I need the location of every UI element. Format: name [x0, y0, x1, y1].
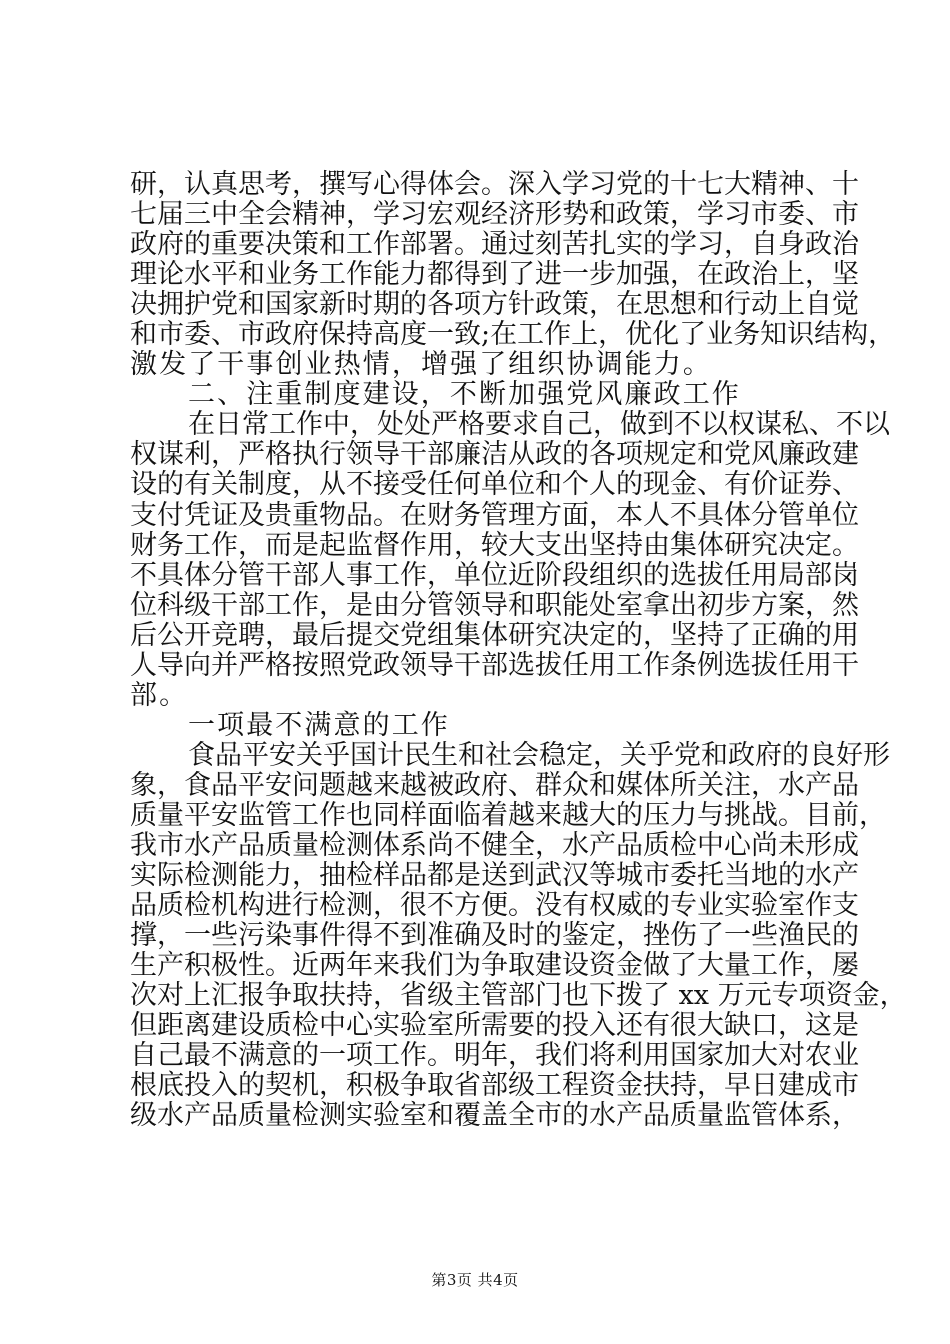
- text-line: 和市委、市政府保持高度一致;在工作上，优化了业务知识结构，: [130, 319, 896, 351]
- text-line: 实际检测能力，抽检样品都是送到武汉等城市委托当地的水产: [130, 860, 859, 892]
- text-line: 财务工作，而是起监督作用，较大支出坚持由集体研究决定。: [130, 529, 859, 561]
- text-line: 人导向并严格按照党政领导干部选拔任用工作条例选拔任用干: [130, 649, 859, 681]
- text-line: 撑，一些污染事件得不到准确及时的鉴定，挫伤了一些渔民的: [130, 920, 859, 952]
- text-line: 支付凭证及贵重物品。在财务管理方面，本人不具体分管单位: [130, 499, 859, 531]
- text-line: 次对上汇报争取扶持，省级主管部门也下拨了 xx 万元专项资金，: [130, 980, 907, 1012]
- text-line: 设的有关制度，从不接受任何单位和个人的现金、有价证券、: [130, 469, 859, 501]
- text-line: 食品平安关乎国计民生和社会稳定，关乎党和政府的良好形: [188, 739, 890, 771]
- text-line: 生产积极性。近两年来我们为争取建设资金做了大量工作，屡: [130, 950, 859, 982]
- text-line: 但距离建设质检中心实验室所需要的投入还有很大缺口，这是: [130, 1010, 859, 1042]
- text-line: 品质检机构进行检测，很不方便。没有权威的专业实验室作支: [130, 890, 859, 922]
- text-line: 级水产品质量检测实验室和覆盖全市的水产品质量监管体系，: [130, 1100, 859, 1132]
- text-line: 我市水产品质量检测体系尚不健全，水产品质检中心尚未形成: [130, 830, 859, 862]
- text-line: 二、注重制度建设，不断加强党风廉政工作: [188, 379, 741, 411]
- text-line: 决拥护党和国家新时期的各项方针政策，在思想和行动上自觉: [130, 289, 859, 321]
- text-line: 理论水平和业务工作能力都得到了进一步加强，在政治上，坚: [130, 259, 859, 291]
- text-line: 象，食品平安问题越来越被政府、群众和媒体所关注，水产品: [130, 769, 859, 801]
- text-line: 部。: [130, 679, 189, 711]
- text-line: 权谋利，严格执行领导干部廉洁从政的各项规定和党风廉政建: [130, 439, 859, 471]
- text-line: 一项最不满意的工作: [188, 709, 450, 741]
- document-body: [130, 169, 907, 1132]
- text-line: 根底投入的契机，积极争取省部级工程资金扶持，早日建成市: [130, 1070, 859, 1102]
- text-line: 自己最不满意的一项工作。明年，我们将利用国家加大对农业: [130, 1040, 859, 1072]
- text-line: 政府的重要决策和工作部署。通过刻苦扎实的学习，自身政治: [130, 229, 859, 261]
- text-line: 激发了干事创业热情，增强了组织协调能力。: [130, 349, 712, 381]
- text-line: 后公开竞聘，最后提交党组集体研究决定的，坚持了正确的用: [130, 619, 859, 651]
- page-footer: 第3页 共4页: [431, 1271, 519, 1289]
- text-line: 不具体分管干部人事工作，单位近阶段组织的选拔任用局部岗: [130, 559, 859, 591]
- text-line: 位科级干部工作，是由分管领导和职能处室拿出初步方案，然: [130, 589, 859, 621]
- text-line: 研，认真思考，撰写心得体会。深入学习党的十七大精神、十: [130, 169, 859, 200]
- text-line: 质量平安监管工作也同样面临着越来越大的压力与挑战。目前，: [130, 799, 886, 831]
- text-line: 在日常工作中，处处严格要求自己，做到不以权谋私、不以: [188, 409, 890, 441]
- text-line: 七届三中全会精神，学习宏观经济形势和政策，学习市委、市: [130, 199, 859, 231]
